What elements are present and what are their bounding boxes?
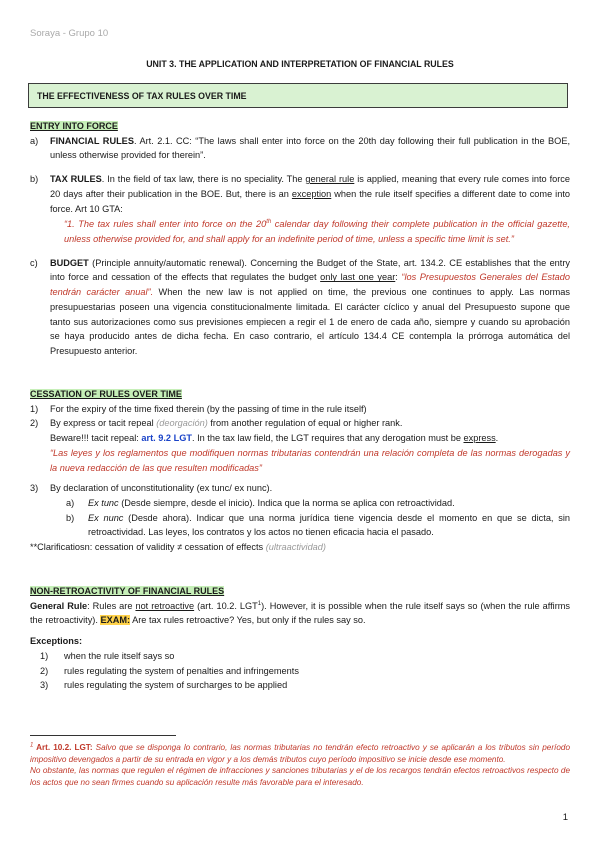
- text-run: : Rules are: [87, 600, 136, 611]
- item-marker: a): [30, 135, 39, 146]
- text-run: **Clarificatiosn: cessation of validity ≠ cessation of effects: [30, 542, 266, 553]
- list-item-tax-rules: [30, 172, 570, 216]
- underlined-term: exception: [291, 188, 332, 199]
- list-item-expiry: [30, 402, 570, 417]
- cessation-heading: CESSATION OF RULES OVER TIME: [30, 389, 182, 399]
- list-item-financial-rules: [30, 134, 570, 163]
- text-run: . In the field of tax law, there is no speciality. The: [101, 174, 306, 185]
- item-text: [50, 134, 570, 163]
- list-item-repeal: [30, 416, 570, 475]
- underlined-term: general rule: [305, 174, 355, 185]
- text-run: .: [495, 433, 499, 444]
- text-run: Beware!!! tacit repeal:: [50, 433, 142, 444]
- sub-item-ex-tunc: [30, 496, 570, 511]
- spanish-quote: “los Presupuestos Generales del Estado tendrán carácter anual”.: [50, 272, 570, 298]
- footnote-label: Art. 10.2. LGT:: [33, 743, 93, 752]
- non-retroactivity-heading: NON-RETROACTIVITY OF FINANCIAL RULES: [30, 586, 225, 596]
- item-marker: 2): [30, 418, 39, 429]
- text-run: is applied, meaning that every rule comes into force 20 days after their publication in the BOE. But, there is an: [50, 174, 570, 199]
- footnote-divider: [30, 735, 176, 736]
- exam-label: EXAM:: [100, 615, 131, 626]
- entry-heading: ENTRY INTO FORCE: [30, 121, 118, 131]
- item-text: rules regulating the system of surcharges to be applied: [64, 680, 288, 691]
- page-number: 1: [562, 812, 568, 823]
- author-header: Soraya - Grupo 10: [30, 28, 109, 39]
- term: TAX RULES: [50, 174, 102, 185]
- sub-item-ex-nunc: [30, 511, 570, 540]
- text-run: calendar day following their complete publication in the official gazette, unless otherwise provided for, and shall apply for an indefinite period of time, unless a specific time limit is set.”: [64, 219, 570, 245]
- item-text: [50, 256, 570, 359]
- exceptions-label: Exceptions:: [30, 636, 83, 647]
- text-run: (Desde ahora). Indicar que una norma jurídica tiene vigencia desde el momento en que se dicta, sin retroactividad. Las leyes, los contratos y los actos no tienen eficacia hacia el pasado.: [88, 512, 570, 538]
- text-run: By express or tacit repeal: [50, 418, 157, 429]
- exception-item: [30, 649, 570, 664]
- item-text: For the expiry of the time fixed therein (by the passing of time in the rule itself): [50, 403, 367, 414]
- text-run: (art. 10.2. LGT: [194, 600, 258, 611]
- underlined-term: express: [463, 433, 496, 444]
- text-run: ). However, it is possible when the rule itself says so (when the rule affirms the retroactivity).: [30, 600, 570, 626]
- item-marker: a): [66, 498, 75, 509]
- text-run: from another regulation of equal or higher rank.: [207, 418, 403, 429]
- unit-title: UNIT 3. THE APPLICATION AND INTERPRETATION OF FINANCIAL RULES: [146, 59, 454, 69]
- superscript: th: [266, 219, 272, 226]
- text-run: “1. The tax rules shall enter into force on the 20: [64, 219, 267, 230]
- clarification-note: [30, 540, 570, 555]
- item-marker: b): [66, 512, 75, 523]
- text-run: (Principle annuity/automatic renewal). Concerning the Budget of the State, art. 134.2. CE establishes that the entry into force and cessation of the effects that regulates the budget: [50, 257, 570, 283]
- text-run: (Desde siempre, desde el inicio). Indica que la norma se aplica con retroactividad.: [118, 498, 455, 509]
- item-marker: b): [30, 174, 39, 185]
- general-rule-paragraph: [30, 599, 570, 628]
- underlined-term: not retroactive: [135, 600, 195, 611]
- footnote-ref[interactable]: 1: [257, 600, 262, 607]
- term: Ex nunc: [88, 512, 124, 523]
- term: BUDGET: [50, 257, 89, 268]
- list-item-unconstitutionality: [30, 481, 570, 496]
- text-run: . In the tax law field, the LGT requires that any derogation must be: [191, 433, 464, 444]
- exception-item: [30, 664, 570, 679]
- footnote-paragraph: No obstante, las normas que regulen el régimen de infracciones y sanciones tributarias y el de los recargos tendrán efectos retroactivos respecto de los actos que no sean firmes cuando su aplicación resulte más favorable para el interesado.: [30, 766, 570, 787]
- gta-quote: [44, 217, 570, 246]
- item-text: when the rule itself says so: [64, 650, 175, 661]
- list-item-budget: [30, 256, 570, 359]
- text-run: when the rule itself specifies a different date to come into force. Art 10 GTA:: [50, 188, 570, 214]
- item-text: [88, 496, 570, 511]
- underlined-term: only last one year: [320, 272, 396, 283]
- cessation-section: [30, 387, 570, 555]
- item-marker: c): [30, 257, 38, 268]
- section-title-box: THE EFFECTIVENESS OF TAX RULES OVER TIME: [28, 83, 568, 108]
- article-reference: art. 9.2 LGT: [141, 433, 192, 444]
- text-run: :: [395, 272, 402, 283]
- item-marker: 1): [30, 403, 39, 414]
- item-text: rules regulating the system of penalties and infringements: [64, 665, 299, 676]
- footnote-marker: 1: [30, 742, 34, 749]
- item-text: By declaration of unconstitutionality (ex tunc/ ex nunc).: [50, 483, 273, 494]
- entry-into-force-section: [30, 119, 570, 359]
- lgt-quote: “Las leyes y los reglamentos que modifiquen normas tributarias contendrán una relación completa de las normas derogadas y la nueva redacción de las que resulten modificadas”: [50, 447, 570, 473]
- paragraph: . Art. 2.1. CC: “The laws shall enter into force on the 20th day following their full publication in the BOE, unless otherwise provided for therein”.: [50, 135, 570, 161]
- item-marker: 2): [40, 665, 49, 676]
- exception-item: [30, 678, 570, 693]
- text-run: Salvo que se disponga lo contrario, las normas tributarias no tendrán efecto retroactivo y se aplicarán a los tributos sin período impositivo devengados a partir de su entrada en vigor y a los demás tributos cuyo período impositivo se inicie desde ese momento.: [30, 743, 570, 764]
- item-text: [88, 511, 570, 540]
- term: Ex tunc: [88, 498, 119, 509]
- footnote: [30, 742, 570, 789]
- text-run: Are tax rules retroactive? Yes, but only if the rules say so.: [130, 615, 366, 626]
- term: FINANCIAL RULES: [50, 135, 134, 146]
- non-retroactivity-section: [30, 584, 570, 693]
- grey-note: (ultraactividad): [265, 542, 326, 553]
- grey-note: (deorgación): [156, 418, 208, 429]
- item-marker: 3): [40, 680, 49, 691]
- item-text: [50, 172, 570, 216]
- item-marker: 3): [30, 483, 39, 494]
- item-text: [50, 416, 570, 475]
- item-marker: 1): [40, 650, 49, 661]
- term: General Rule: [30, 600, 88, 611]
- text-run: When the new law is not applied on time, the previous one continues to apply. Las normas presupuestarias poseen una vigencia constitucionalmente limitada. El carácter cíclico y anual del Presupuesto supone que tanto sus autorizaciones como sus previsiones empiecen a regir el 1 de enero de cada año, siempre y cuando su aprobación se haya producido antes de dicha fecha. En caso contrario, el artículo 134.4 CE contempla la prórroga automática del Presupuesto anterior.: [50, 287, 571, 357]
